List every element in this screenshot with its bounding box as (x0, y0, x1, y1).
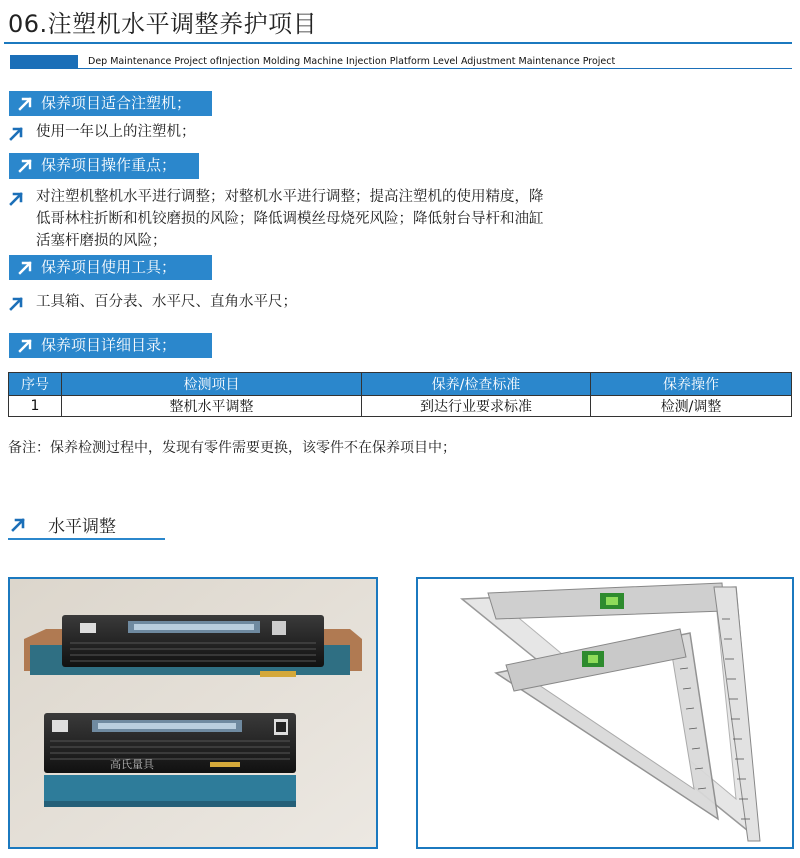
remark-note: 备注：保养检测过程中，发现有零件需要更换，该零件不在保养项目中； (8, 440, 456, 456)
section-heading-key-points (9, 153, 199, 178)
key-points-line-1: 对注塑机整机水平进行调整；对整机水平进行调整；提高注塑机的使用精度，降 (36, 189, 544, 205)
spirit-levels-illustration (10, 579, 376, 847)
maintenance-table (8, 372, 792, 417)
arrow-icon (17, 157, 34, 174)
key-points-line-3: 活塞杆磨损的风险； (36, 233, 167, 249)
cell-item: 整机水平调整 (62, 396, 362, 417)
col-header-operation: 保养操作 (591, 373, 792, 396)
page-subtitle: Dep Maintenance Project ofInjection Molding Machine Injection Platform Level Adjustment Maintenance Project (88, 56, 616, 67)
table-row (9, 396, 792, 417)
col-header-item: 检测项目 (62, 373, 362, 396)
photo-section-heading: 水平调整 (48, 517, 116, 537)
tools-text: 工具箱、百分表、水平尺、直角水平尺； (36, 294, 297, 310)
set-squares-illustration (418, 579, 792, 847)
brand-label: 高氏量具 (110, 758, 154, 771)
cell-no: 1 (9, 396, 62, 417)
section-heading-tools (9, 255, 212, 280)
subtitle-rule (78, 68, 792, 69)
cell-operation: 检测/调整 (591, 396, 792, 417)
col-header-no: 序号 (9, 373, 62, 396)
section-heading-label: 保养项目适合注塑机； (41, 94, 192, 112)
subtitle-band (10, 55, 78, 69)
applicable-text: 使用一年以上的注塑机； (36, 124, 196, 140)
photo-spirit-levels (8, 577, 378, 849)
title-rule (4, 42, 792, 44)
arrow-bullet-icon (8, 190, 25, 207)
arrow-icon (17, 95, 34, 112)
section-heading-applicable (9, 91, 212, 116)
arrow-icon (17, 337, 34, 354)
col-header-standard: 保养/检查标准 (362, 373, 591, 396)
key-points-line-2: 低哥林柱折断和机铰磨损的风险；降低调模丝母烧死风险；降低射台导杆和油缸 (36, 211, 544, 227)
cell-standard: 到达行业要求标准 (362, 396, 591, 417)
arrow-bullet-icon (8, 125, 25, 142)
table-header-row (9, 373, 792, 396)
photo-set-squares (416, 577, 794, 849)
arrow-bullet-icon (8, 295, 25, 312)
section-heading-catalog (9, 333, 212, 358)
photo-section-rule (8, 538, 165, 540)
section-heading-label: 保养项目使用工具； (41, 258, 177, 276)
arrow-icon (17, 259, 34, 276)
section-heading-label: 保养项目详细目录； (41, 336, 177, 354)
section-heading-label: 保养项目操作重点； (41, 156, 177, 174)
arrow-bullet-icon (10, 516, 27, 533)
section-underline (9, 178, 199, 179)
page-title: 06.注塑机水平调整养护项目 (8, 10, 318, 38)
